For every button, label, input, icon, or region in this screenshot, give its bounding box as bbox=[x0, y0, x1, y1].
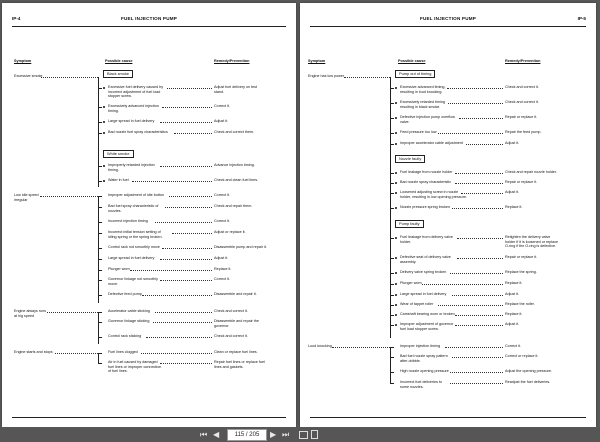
leader-line bbox=[160, 122, 212, 123]
cause-text: Plunger worn bbox=[108, 267, 130, 271]
previous-page-icon[interactable]: ◀ bbox=[213, 430, 220, 439]
leader-line bbox=[160, 280, 212, 281]
remedy-text: Correct it. bbox=[214, 193, 230, 197]
leader-line bbox=[162, 248, 213, 249]
next-page-icon[interactable]: ▶ bbox=[270, 430, 277, 439]
remedy-text: Readjust the fuel deliveries. bbox=[505, 380, 551, 384]
symptom-text: Engine starts and stops bbox=[14, 350, 53, 354]
cause-text: stopper screw. bbox=[108, 94, 132, 99]
cause-text: Bad fuel spray characteristic of bbox=[108, 204, 159, 208]
remedy-text: lines and gaskets. bbox=[214, 364, 244, 369]
leader-line bbox=[452, 208, 503, 209]
cause-text: Fuel leakage from nozzle holder bbox=[400, 170, 453, 174]
bullet-icon bbox=[395, 182, 397, 184]
leader-line bbox=[155, 312, 213, 313]
cause-text: Incorrect fuel deliveries to bbox=[400, 380, 443, 384]
leader-line bbox=[146, 337, 212, 338]
leader-line bbox=[422, 284, 503, 285]
bracket-line bbox=[98, 312, 99, 345]
remedy-text: Check and repair them. bbox=[214, 204, 253, 208]
cause-text: Improper accelerator cable adjustment bbox=[400, 141, 463, 145]
leader-line bbox=[447, 88, 504, 89]
symptom-text: Engine has low power bbox=[308, 74, 345, 78]
cause-text: Large spread in fuel delivery bbox=[108, 119, 155, 123]
bracket-line bbox=[98, 77, 99, 188]
bullet-icon bbox=[395, 314, 397, 316]
col-cause: Possible cause bbox=[105, 59, 133, 63]
col-remedy: Remedy/Prevention bbox=[505, 59, 541, 63]
remedy-text: Correct it. bbox=[214, 277, 230, 281]
cause-text: nozzles. bbox=[108, 208, 122, 213]
remedy-text: Retighten the delivery valve bbox=[505, 235, 551, 239]
leader-line bbox=[461, 193, 504, 194]
page-header bbox=[2, 16, 296, 26]
cause-text: fuel load stopper screw. bbox=[400, 326, 439, 331]
leader-line bbox=[332, 347, 390, 348]
leader-line bbox=[169, 196, 213, 197]
leader-line bbox=[455, 315, 503, 316]
remedy-text: Check and correct them. bbox=[214, 130, 255, 134]
cause-text: Bad nozzle spray characteristic bbox=[400, 180, 452, 184]
cause-text: Air in fuel caused by damaged bbox=[108, 360, 158, 364]
leader-line bbox=[450, 273, 503, 274]
right-page bbox=[300, 3, 596, 427]
cause-text: Defective feed pump bbox=[108, 292, 142, 296]
viewer-toolbar bbox=[0, 427, 600, 442]
leader-line bbox=[438, 133, 503, 134]
symptom-text: irregular bbox=[14, 197, 28, 202]
cause-text: Incorrect injection timing bbox=[108, 219, 148, 223]
page-title: FUEL INJECTION PUMP bbox=[419, 16, 477, 21]
remedy-text: Advance injection timing. bbox=[214, 163, 255, 167]
col-symptom: Symptom bbox=[308, 59, 326, 63]
leader-line bbox=[455, 183, 503, 184]
zoom-icon[interactable] bbox=[311, 430, 318, 439]
leader-line bbox=[452, 357, 503, 358]
bullet-icon bbox=[395, 207, 397, 209]
remedy-text: Check and correct it. bbox=[505, 100, 539, 104]
cause-text: idling spring or the spring broken. bbox=[108, 234, 163, 239]
cause-text: move. bbox=[108, 281, 119, 286]
remedy-text: Replace it. bbox=[214, 267, 232, 271]
cause-text: resulting in loud knocking. bbox=[400, 89, 443, 94]
leader-line bbox=[165, 207, 212, 208]
remedy-text: Correct it. bbox=[214, 104, 230, 108]
leader-line bbox=[438, 305, 503, 306]
remedy-text: governor. bbox=[214, 323, 230, 328]
cause-text: Camshaft bearing worn or broken bbox=[400, 312, 455, 316]
remedy-text: Check and correct it. bbox=[214, 334, 248, 338]
header-rule bbox=[12, 26, 286, 27]
bullet-icon bbox=[395, 283, 397, 285]
leader-line bbox=[142, 295, 212, 296]
remedy-text: Check and clean fuel lines. bbox=[214, 178, 259, 182]
bullet-icon bbox=[395, 192, 397, 194]
group-label-box: Black smoke bbox=[103, 70, 133, 78]
cause-text: Loosened adjusting screw in nozzle bbox=[400, 190, 459, 194]
fit-page-icon[interactable] bbox=[299, 431, 308, 439]
leader-line bbox=[172, 233, 212, 234]
col-symptom: Symptom bbox=[14, 59, 32, 63]
bullet-icon bbox=[103, 165, 105, 167]
cause-text: Governor linkage not smoothly bbox=[108, 277, 159, 281]
leader-line bbox=[160, 259, 212, 260]
bullet-icon bbox=[395, 237, 397, 239]
bullet-icon bbox=[395, 304, 397, 306]
footer-rule bbox=[310, 417, 586, 418]
left-page bbox=[2, 3, 296, 427]
last-page-icon[interactable]: ⏭ bbox=[282, 430, 290, 439]
bullet-icon bbox=[103, 132, 105, 134]
cause-text: Improper adjustment of idle button bbox=[108, 193, 164, 197]
leader-line bbox=[466, 144, 503, 145]
leader-line bbox=[47, 312, 99, 313]
leader-line bbox=[153, 322, 212, 323]
bullet-icon bbox=[395, 272, 397, 274]
cause-text: High nozzle opening pressure bbox=[400, 369, 449, 373]
remedy-text: Adjust it. bbox=[505, 292, 520, 296]
leader-line bbox=[174, 133, 212, 134]
cause-text: Improperly retarded injection bbox=[108, 163, 155, 167]
leader-line bbox=[452, 295, 503, 296]
cause-text: Large spread in fuel delivery bbox=[108, 256, 155, 260]
cause-text: Bad nozzle fuel spray characteristics bbox=[108, 130, 168, 134]
leader-line bbox=[40, 196, 99, 197]
leader-line bbox=[160, 363, 212, 364]
cause-text: Excessively advanced injection bbox=[108, 104, 159, 108]
cause-text: Excessively retarded timing bbox=[400, 100, 445, 104]
cause-text: Defective injection pump overflow bbox=[400, 115, 455, 119]
remedy-text: Disassemble and repair the bbox=[214, 319, 259, 323]
leader-line bbox=[141, 353, 213, 354]
cause-text: assembly. bbox=[400, 259, 417, 264]
bullet-icon bbox=[395, 257, 397, 259]
remedy-text: Clean or replace fuel lines. bbox=[214, 350, 258, 354]
cause-text: Delivery valve spring broken bbox=[400, 270, 447, 274]
remedy-text: Replace it. bbox=[505, 205, 523, 209]
remedy-text: stand. bbox=[214, 89, 225, 94]
page-header bbox=[300, 16, 596, 26]
bullet-icon bbox=[103, 106, 105, 108]
remedy-text: Check and correct it. bbox=[214, 309, 248, 313]
cause-text: Governor linkage sticking bbox=[108, 319, 150, 323]
remedy-text: Repair or replace it. bbox=[505, 115, 538, 119]
bullet-icon bbox=[395, 172, 397, 174]
cause-text: Fuel leakage from delivery valve bbox=[400, 235, 453, 239]
remedy-text: Adjust it. bbox=[214, 119, 229, 123]
leader-line bbox=[457, 258, 503, 259]
cause-text: Excessive advanced timing, bbox=[400, 85, 446, 89]
page-number-input[interactable]: 115 / 205 bbox=[227, 429, 267, 441]
leader-line bbox=[162, 107, 213, 108]
remedy-text: Adjust it. bbox=[505, 141, 520, 145]
leader-line bbox=[448, 103, 503, 104]
cause-text: incorrect adjustment of fuel load bbox=[108, 89, 161, 94]
remedy-text: Disassemble pump and repair it. bbox=[214, 245, 267, 249]
leader-line bbox=[455, 173, 503, 174]
cause-text: Fuel lines clogged bbox=[108, 350, 138, 354]
leader-line bbox=[455, 325, 503, 326]
leader-line bbox=[55, 353, 98, 354]
remedy-text: Correct it. bbox=[214, 219, 230, 223]
remedy-text: Check and repair nozzle holder. bbox=[505, 170, 557, 174]
bullet-icon bbox=[395, 294, 397, 296]
leader-line bbox=[155, 222, 213, 223]
bullet-icon bbox=[103, 180, 105, 182]
bullet-icon bbox=[395, 117, 397, 119]
remedy-text: Repair the feed pump. bbox=[505, 130, 542, 134]
remedy-text: Adjust the opening pressure. bbox=[505, 369, 552, 373]
cause-text: resulting in black smoke. bbox=[400, 104, 441, 109]
cause-text: holder, resulting in low opening pressure. bbox=[400, 194, 468, 199]
leader-line bbox=[344, 77, 390, 78]
cause-text: timing. bbox=[108, 108, 119, 113]
cause-text: Feed pressure too low bbox=[400, 130, 437, 134]
cause-text: Control rack sticking bbox=[108, 334, 142, 338]
bracket-line bbox=[98, 196, 99, 304]
header-rule bbox=[310, 26, 586, 27]
cause-text: Improper adjustment of governor bbox=[400, 322, 454, 326]
cause-text: Large spread in fuel delivery bbox=[400, 292, 447, 296]
bullet-icon bbox=[395, 87, 397, 89]
remedy-text: Replace it. bbox=[505, 312, 523, 316]
cause-text: timing. bbox=[108, 167, 119, 172]
group-label-box: Pump faulty bbox=[395, 220, 424, 228]
remedy-text: Adjust fuel delivery on test bbox=[214, 85, 258, 89]
remedy-text: Disassemble and repair it. bbox=[214, 292, 257, 296]
page-number: IP-5 bbox=[577, 16, 586, 21]
leader-line bbox=[132, 181, 212, 182]
remedy-text: Adjust it. bbox=[505, 190, 520, 194]
remedy-text: Check and correct it. bbox=[505, 85, 539, 89]
remedy-text: Adjust or replace it. bbox=[214, 230, 246, 234]
bullet-icon bbox=[103, 121, 105, 123]
cause-text: Control rack not smoothly move bbox=[108, 245, 160, 249]
col-cause: Possible cause bbox=[398, 59, 426, 63]
cause-text: Improper injection timing bbox=[400, 344, 441, 348]
group-label-box: White smoke bbox=[103, 150, 134, 158]
group-label-box: Nozzle faulty bbox=[395, 155, 425, 163]
bullet-icon bbox=[395, 132, 397, 134]
leader-line bbox=[445, 347, 503, 348]
bullet-icon bbox=[395, 102, 397, 104]
col-remedy: Remedy/Prevention bbox=[214, 59, 250, 63]
remedy-text: Replace it. bbox=[505, 281, 523, 285]
leader-line bbox=[457, 238, 503, 239]
cause-text: Bad fuel nozzle spray pattern bbox=[400, 354, 448, 358]
bracket-line bbox=[390, 347, 391, 384]
cause-text: fuel lines or improper connection bbox=[108, 364, 162, 369]
cause-text: of fuel lines. bbox=[108, 369, 128, 374]
cause-text: Excessive fuel delivery caused by bbox=[108, 85, 164, 89]
leader-line bbox=[41, 77, 98, 78]
cause-text: Defective seat of delivery valve bbox=[400, 255, 451, 259]
leader-line bbox=[167, 88, 212, 89]
remedy-text: Adjust it. bbox=[505, 322, 520, 326]
cause-text: Nozzle pressure spring broken bbox=[400, 205, 451, 209]
remedy-text: Correct it. bbox=[505, 344, 521, 348]
remedy-text: Repair fuel lines or replace fuel bbox=[214, 360, 265, 364]
remedy-text: holder if it is loosened or replace bbox=[505, 239, 559, 244]
remedy-text: Repair or replace it. bbox=[505, 180, 538, 184]
remedy-text: Correct or replace it. bbox=[505, 354, 539, 358]
footer-rule bbox=[12, 417, 286, 418]
cause-text: Incorrect initial tension setting of bbox=[108, 230, 161, 234]
cause-text: some nozzles. bbox=[400, 384, 424, 389]
leader-line bbox=[130, 270, 212, 271]
cause-text: Wear of tappet roller bbox=[400, 302, 434, 306]
leader-line bbox=[459, 118, 503, 119]
remedy-text: Replace the roller. bbox=[505, 302, 535, 306]
cause-text: Water in fuel bbox=[108, 178, 129, 182]
bracket-line bbox=[390, 77, 391, 339]
leader-line bbox=[160, 166, 212, 167]
cause-text: Accelerator cable sticking bbox=[108, 309, 150, 313]
remedy-text: Replace the spring. bbox=[505, 270, 537, 274]
page-number: IP-4 bbox=[12, 16, 21, 21]
bullet-icon bbox=[103, 87, 105, 89]
remedy-text: Adjust it. bbox=[214, 256, 229, 260]
leader-line bbox=[450, 372, 503, 373]
symptom-text: at hig speed bbox=[14, 313, 35, 318]
symptom-text: Low idle speed bbox=[14, 193, 39, 197]
cause-text: valve. bbox=[400, 119, 410, 124]
group-label-box: Pump out of timing bbox=[395, 70, 435, 78]
bullet-icon bbox=[395, 143, 397, 145]
page-title: FUEL INJECTION PUMP bbox=[120, 16, 178, 21]
leader-line bbox=[450, 383, 503, 384]
cause-text: after-dribble. bbox=[400, 358, 421, 363]
symptom-text: Excessive smoke bbox=[14, 74, 43, 78]
bracket-line bbox=[98, 353, 99, 364]
symptom-text: Engine always runs bbox=[14, 309, 46, 313]
cause-text: Plunger worn bbox=[400, 281, 422, 285]
first-page-icon[interactable]: ⏮ bbox=[200, 430, 208, 439]
bullet-icon bbox=[395, 324, 397, 326]
remedy-text: O-ring if the O-ring is defective. bbox=[505, 244, 557, 249]
remedy-text: Repair or replace it. bbox=[505, 255, 538, 259]
cause-text: holder. bbox=[400, 239, 412, 244]
symptom-text: Loud knocking bbox=[308, 344, 332, 348]
